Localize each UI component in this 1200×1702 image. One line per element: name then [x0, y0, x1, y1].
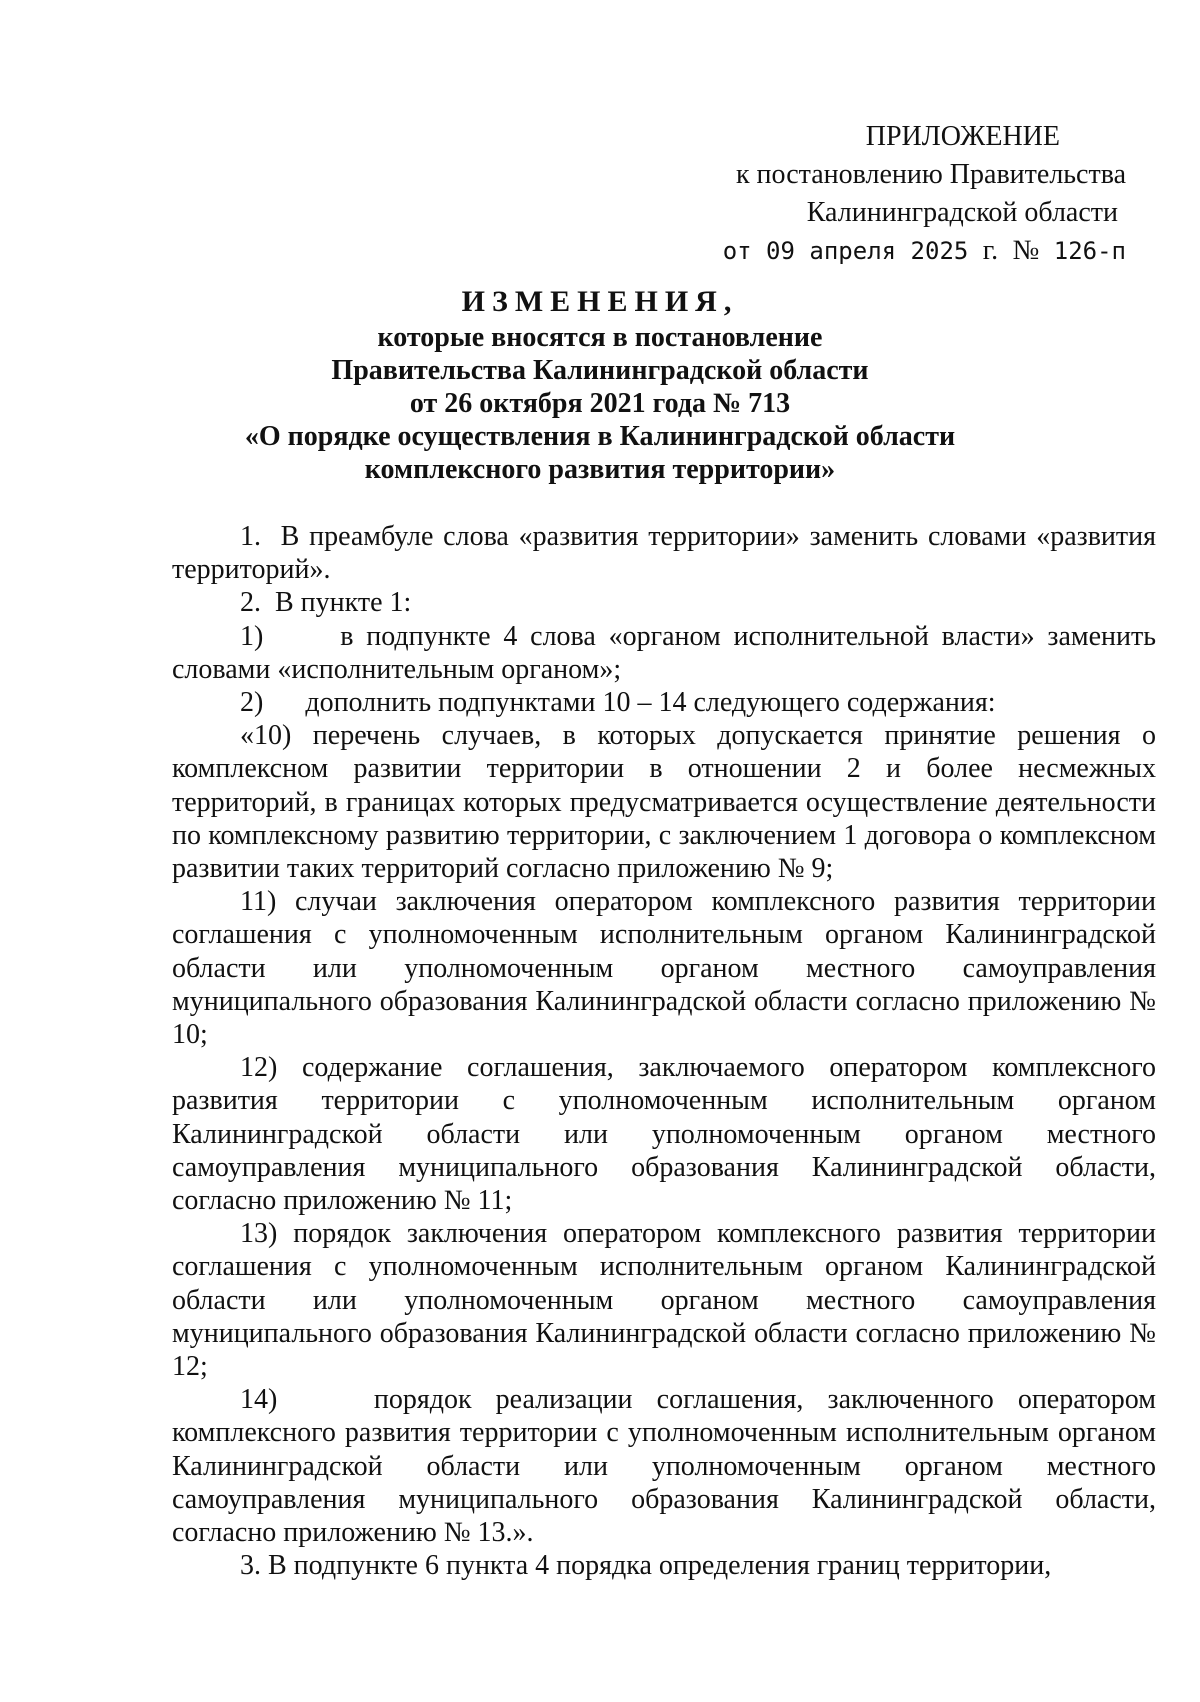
- heading-line: от 26 октября 2021 года № 713: [409, 388, 791, 419]
- paragraph-2-1: 1) в подпункте 4 слова «органом исполнительной власти» заменить словами «исполнительным органом»;: [172, 620, 1156, 685]
- appendix-line-region: Калининградской области: [806, 197, 1118, 228]
- paragraph-sub-11: 11) случаи заключения оператором комплексного развития территории соглашения с уполномоченным исполнительным органом Калининградской области или уполномоченным органом местного самоуправления муниципального образования Калининградской области согласно приложению № 10;: [172, 886, 1156, 1051]
- paragraph-2-2: 2) дополнить подпунктами 10 – 14 следующего содержания:: [240, 687, 996, 719]
- appendix-line-resolution: к постановлению Правительства: [735, 159, 1126, 190]
- document-body: [172, 520, 1156, 1583]
- date-year-suffix: г.: [982, 235, 999, 266]
- appendix-date-line: [723, 232, 1126, 270]
- appendix-block: [723, 118, 1126, 270]
- paragraph-sub-14: 14) порядок реализации соглашения, заключенного оператором комплексного развития территории с уполномоченным исполнительным органом Калининградской области или уполномоченным органом местного самоуправления муниципального образования Калининградской области, согласно приложению № 13.».: [172, 1384, 1156, 1549]
- paragraph-sub-12: 12) содержание соглашения, заключаемого оператором комплексного развития территории с уполномоченным исполнительным органом Калининградской области или уполномоченным органом местного самоуправления муниципального образования Калининградской области, согласно приложению № 11;: [172, 1052, 1156, 1217]
- appendix-title: ПРИЛОЖЕНИЕ: [865, 121, 1060, 152]
- number-sign: №: [1012, 235, 1040, 266]
- date-value: 09 апреля 2025: [766, 237, 969, 265]
- date-prefix: от: [722, 237, 752, 265]
- heading-title: ИЗМЕНЕНИЯ,: [461, 285, 739, 318]
- paragraph-1: 1. В преамбуле слова «развития территории» заменить словами «развития территорий».: [172, 521, 1156, 586]
- document-number: 126-п: [1053, 237, 1126, 265]
- heading-line: «О порядке осуществления в Калининградской области: [244, 421, 956, 452]
- paragraph-sub-10: «10) перечень случаев, в которых допускается принятие решения о комплексном развитии территории в отношении 2 и более несмежных территорий, в границах которых предусматривается осуществление деятельности по комплексному развитию территории, с заключением 1 договора о комплексном развитии таких территорий согласно приложению № 9;: [172, 720, 1156, 885]
- paragraph-3: 3. В подпункте 6 пункта 4 порядка определения границ территории,: [240, 1550, 1052, 1582]
- paragraph-2: 2. В пункте 1:: [240, 587, 412, 619]
- document-heading: [0, 285, 1200, 486]
- paragraph-sub-13: 13) порядок заключения оператором комплексного развития территории соглашения с уполномоченным исполнительным органом Калининградской области или уполномоченным органом местного самоуправления муниципального образования Калининградской области согласно приложению № 12;: [172, 1218, 1156, 1383]
- heading-line: которые вносятся в постановление: [377, 322, 823, 353]
- heading-line: Правительства Калининградской области: [331, 355, 869, 386]
- heading-line: комплексного развития территории»: [364, 454, 836, 485]
